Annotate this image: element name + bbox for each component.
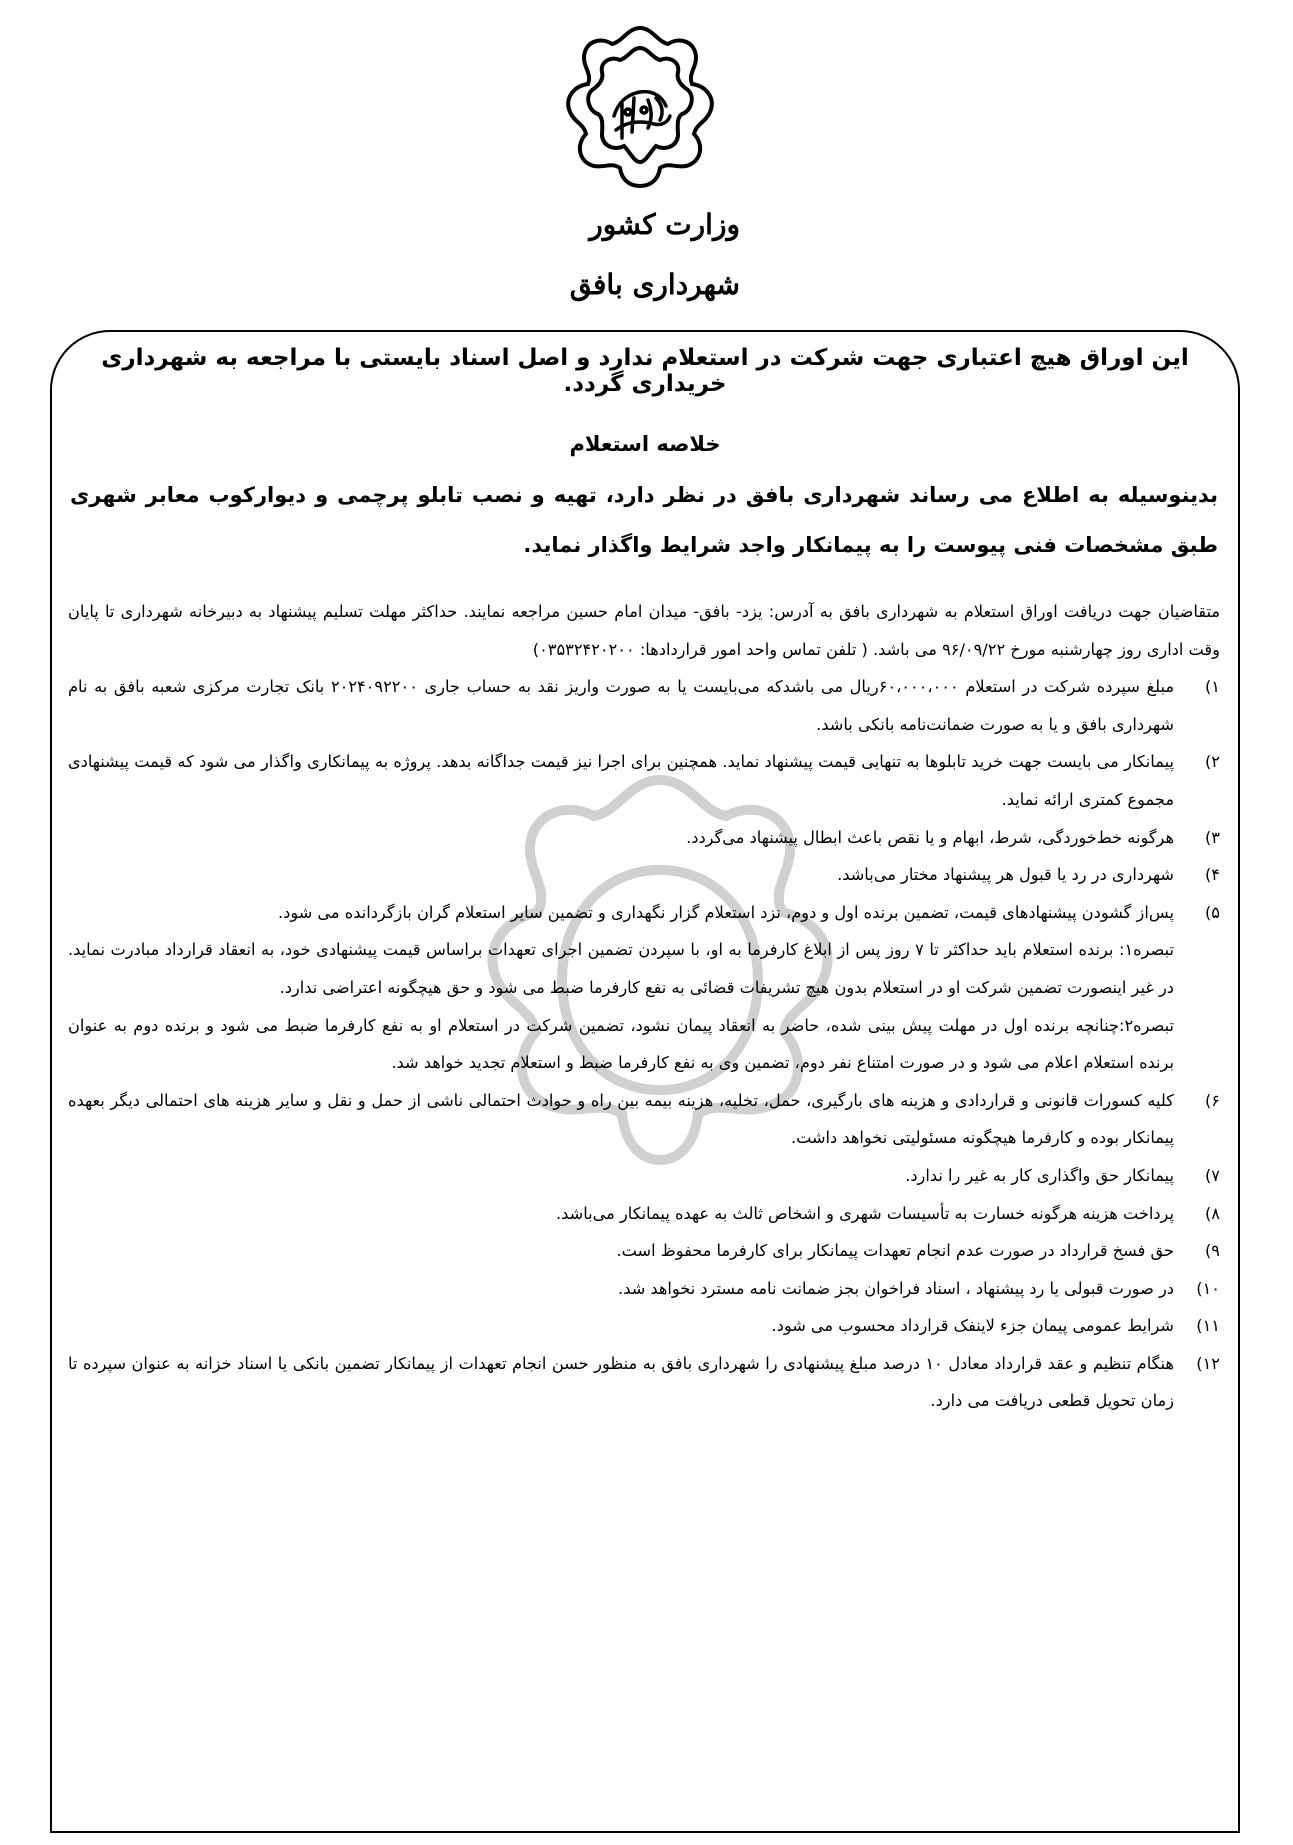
list-item [68, 743, 1220, 818]
list-item [68, 1195, 1220, 1233]
item-number: ۳) [1204, 827, 1220, 847]
list-item [68, 1270, 1220, 1308]
item-text: هنگام تنظیم و عقد قرارداد معادل ۱۰ درصد مبلغ پیشنهادی را شهرداری بافق به منظور حسن انجام تعهدات از پیمانکار تضمین بانکی یا اسناد خزانه به عنوان سپرده تا زمان تحویل قطعی دریافت می دارد. [68, 1353, 1174, 1411]
note-1: تبصره۱: برنده استعلام باید حداکثر تا ۷ روز پس از ابلاغ کارفرما به او، با سپردن تضمین اجرای تعهدات براساس قیمت پیشنهادی خود، به انعقاد قرارداد مبادرت نماید. در غیر اینصورت تضمین شرکت او در استعلام بدون هیچ تشریفات قضائی به نفع کارفرما ضبط می شود و حق هیچگونه اعتراضی ندارد. [68, 940, 1174, 997]
list-item [68, 1232, 1220, 1270]
item-number: ۱۱) [1196, 1316, 1220, 1336]
item-text: مبلغ سپرده شرکت در استعلام ۶۰،۰۰۰،۰۰۰ریال می باشدکه می‌بایست یا به صورت واریز نقد به حساب جاری ۲۰۲۴۰۹۲۲۰۰ بانک تجارت مرکزی شعبه بافق به نام شهرداری بافق و یا به صورت ضمانت‌نامه بانکی باشد. [68, 677, 1174, 734]
item-text: شرایط عمومی پیمان جزء لاینفک قرارداد محسوب می شود. [771, 1316, 1174, 1336]
item-text: هرگونه خط‌خوردگی، شرط، ابهام و یا نقص باعث ابطال پیشنهاد می‌گردد. [686, 827, 1174, 847]
municipality-title: شهرداری بافق [569, 268, 740, 301]
list-item [68, 894, 1220, 932]
summary-body: بدینوسیله به اطلاع می رساند شهرداری بافق در نظر دارد، تهیه و نصب تابلو پرچمی و دیوارکوب معابر شهری طبق مشخصات فنی پیوست را به پیمانکار واجد شرایط واگذار نماید. [70, 483, 1218, 557]
municipality-emblem-icon [556, 20, 724, 188]
list-item [68, 1082, 1220, 1157]
document-body [68, 593, 1220, 1420]
item-number: ۹) [1204, 1241, 1220, 1261]
item-number: ۴) [1204, 865, 1220, 885]
item-text: پرداخت هزینه هرگونه خسارت به تأسیسات شهری و اشخاص ثالث به عهده پیمانکار می‌باشد. [556, 1203, 1174, 1223]
item-text: حق فسخ قرارداد در صورت عدم انجام تعهدات پیمانکار برای کارفرما محفوظ است. [616, 1241, 1174, 1261]
item-number: ۲) [1204, 752, 1220, 772]
item-number: ۶) [1204, 1090, 1220, 1110]
ministry-title: وزارت کشور [589, 208, 740, 241]
intro-paragraph: متقاضیان جهت دریافت اوراق استعلام به شهرداری بافق به آدرس: یزد- بافق- میدان امام حسین مراجعه نمایند. حداکثر مهلت تسلیم پیشنهاد به دبیرخانه شهرداری تا پایان وقت اداری روز چهارشنبه مورخ ۹۶/۰۹/۲۲ می باشد. ( تلفن تماس واحد امور قراردادها: ۰۳۵۳۲۴۲۰۲۰۰) [68, 602, 1220, 659]
item-number: ۱) [1204, 677, 1220, 697]
note-2: تبصره۲:چنانچه برنده اول در مهلت پیش بینی شده، حاضر به انعقاد پیمان نشود، تضمین شرکت در استعلام او به نفع کارفرما ضبط می شود و برنده دوم به عنوان برنده استعلام اعلام می شود و در صورت امتناع نفر دوم، تضمین وی به نفع کارفرما ضبط و استعلام تجدید خواهد شد. [68, 1015, 1174, 1073]
list-item [68, 668, 1220, 743]
item-text: شهرداری در رد یا قبول هر پیشنهاد مختار می‌باشد. [837, 865, 1174, 885]
list-item [68, 1157, 1220, 1195]
summary-title: خلاصه استعلام [569, 432, 721, 456]
item-number: ۱۰) [1196, 1278, 1220, 1298]
list-item [68, 819, 1220, 857]
list-item [68, 856, 1220, 894]
item-number: ۱۲) [1196, 1353, 1220, 1373]
item-number: ۸) [1204, 1203, 1220, 1223]
item-text: پس‌از گشودن پیشنهادهای قیمت، تضمین برنده اول و دوم، نزد استعلام گزار نگهداری و تضمین سایر استعلام گران بازگردانده می شود. [278, 902, 1174, 922]
item-number: ۷) [1204, 1165, 1220, 1185]
list-item [68, 1345, 1220, 1420]
conditions-list-1 [68, 668, 1220, 931]
notice-heading: این اوراق هیچ اعتباری جهت شرکت در استعلام ندارد و اصل اسناد بایستی با مراجعه به شهرداری خریداری گردد. [101, 345, 1189, 397]
item-number: ۵) [1204, 902, 1220, 922]
item-text: کلیه کسورات قانونی و قراردادی و هزینه های بارگیری، حمل، تخلیه، هزینه بیمه بین راه و حوادث احتمالی ناشی از حمل و نقل و سایر هزینه های احتمالی دیگر بعهده پیمانکار بوده و کارفرما هیچگونه مسئولیتی نخواهد داشت. [68, 1090, 1174, 1148]
item-text: پیمانکار حق واگذاری کار به غیر را ندارد. [905, 1165, 1174, 1185]
item-text: پیمانکار می بایست جهت خرید تابلوها به تنهایی قیمت پیشنهاد نماید. همچنین برای اجرا نیز قیمت جداگانه بدهد. پروژه به پیمانکاری واگذار می شود که قیمت پیشنهادی مجموع کمتری ارائه نماید. [68, 752, 1174, 809]
item-text: در صورت قبولی یا رد پیشنهاد ، اسناد فراخوان بجز ضمانت نامه مسترد نخواهد شد. [618, 1278, 1174, 1298]
list-item [68, 1307, 1220, 1345]
conditions-list-2 [68, 1082, 1220, 1420]
